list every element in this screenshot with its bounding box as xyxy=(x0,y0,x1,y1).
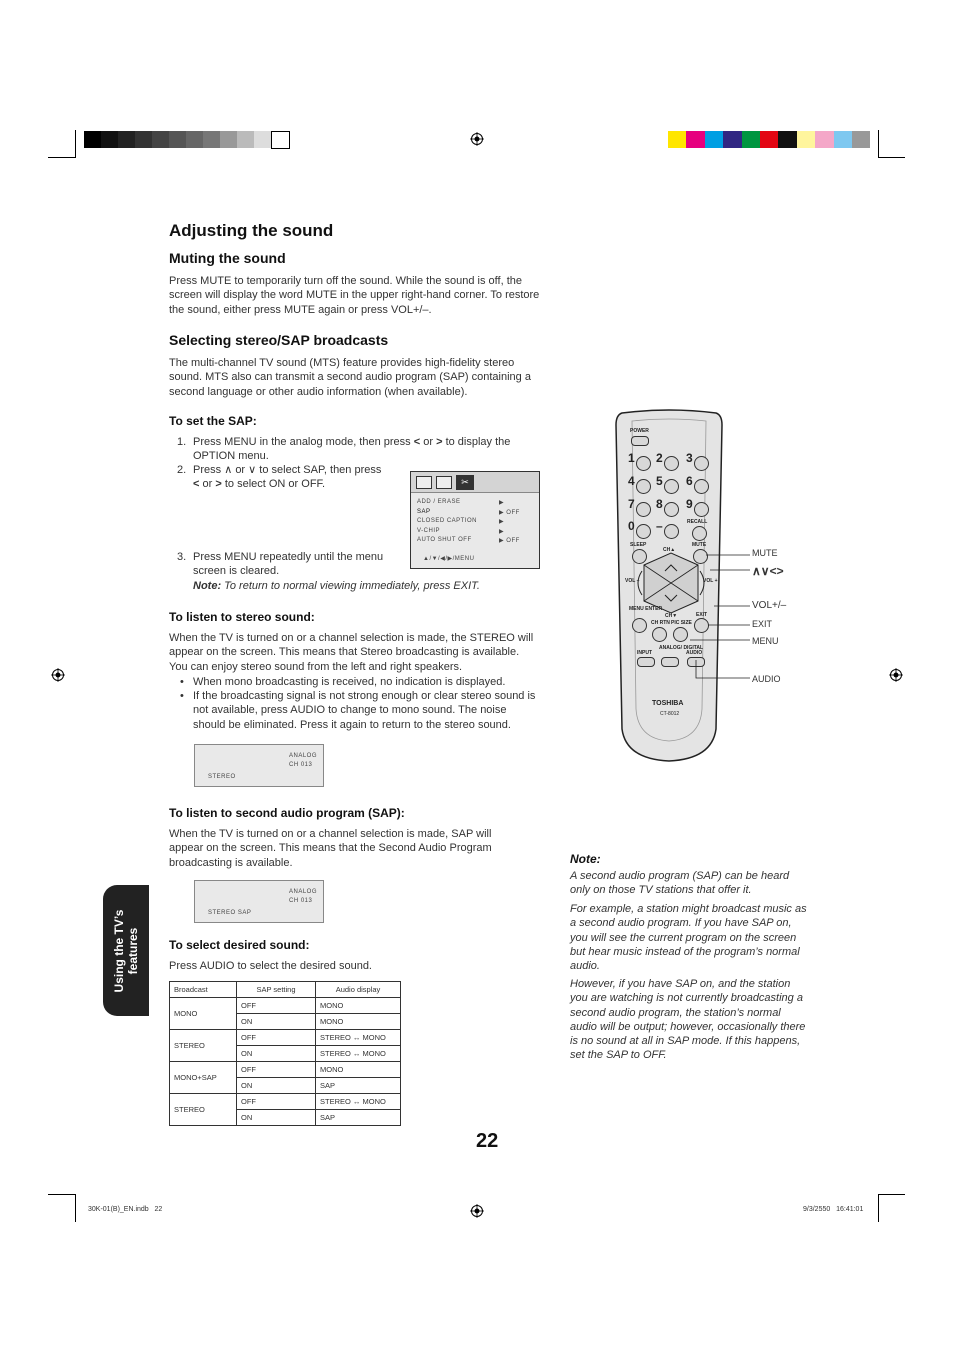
digit-button[interactable] xyxy=(636,479,651,494)
color-swatch xyxy=(742,131,760,148)
audio-display-cell: STEREO ↔ MONO xyxy=(316,1030,401,1046)
color-swatch xyxy=(760,131,778,148)
digit-button[interactable] xyxy=(636,502,651,517)
audio-display-cell: MONO xyxy=(316,998,401,1014)
recall-button[interactable] xyxy=(692,526,707,541)
note-paragraph: However, if you have SAP on, and the station you are watching is not currently broadcasting a second audio program, the station’s normal audio will be output; however, occasionally there is no sound at all in SAP mode. If this happens, set the SAP to OFF. xyxy=(570,978,806,1062)
broadcast-cell: STEREO xyxy=(170,1030,237,1062)
page-number: 22 xyxy=(476,1130,499,1152)
sleep-button[interactable] xyxy=(632,549,647,564)
column-header: SAP setting xyxy=(237,982,316,998)
chevron-down-icon: ∨ xyxy=(248,464,257,476)
menu-footer: ▲/▼/◀/▶/MENU xyxy=(423,556,475,562)
callout-arrows: ∧∨<> xyxy=(752,564,784,578)
color-swatch xyxy=(815,131,833,148)
menu-item-label: ADD / ERASE xyxy=(417,499,461,505)
step-number: 1. xyxy=(177,436,187,448)
table-row xyxy=(170,1030,401,1046)
menu-item-value: ▶ xyxy=(499,519,505,525)
digit-label: 9 xyxy=(686,497,693,511)
ch-rtn-button[interactable] xyxy=(652,627,667,642)
table-row xyxy=(170,1062,401,1078)
menu-item-value: ▶ OFF xyxy=(499,509,520,516)
gray-swatch xyxy=(186,131,203,148)
audio-display-cell: STEREO ↔ MONO xyxy=(316,1046,401,1062)
step-text: to select SAP, then press xyxy=(259,464,382,476)
callout-exit: EXIT xyxy=(752,619,773,629)
step-text: OPTION menu. xyxy=(193,450,269,463)
chevron-right-icon: > xyxy=(215,478,222,491)
muting-title: Muting the sound xyxy=(169,250,286,266)
audio-display-cell: MONO xyxy=(316,1014,401,1030)
callout-menu: MENU xyxy=(752,636,779,646)
digit-button[interactable] xyxy=(664,524,679,539)
bullet-icon: • xyxy=(180,690,184,702)
exit-label: EXIT xyxy=(696,612,708,618)
osd-status: STEREO SAP xyxy=(208,910,252,916)
digit-label: 0 xyxy=(628,519,635,533)
ch-down-label: CH▼ xyxy=(665,613,678,619)
muting-body: Press MUTE to temporarily turn off the sound. While the sound is off, the screen will display the word MUTE in the upper right-hand corner. To restore the sound, either press MUTE again or press VOL+/–. xyxy=(169,275,540,316)
sound-settings-table xyxy=(169,981,401,1126)
gray-swatch xyxy=(118,131,135,148)
broadcast-cell: MONO xyxy=(170,998,237,1030)
audio-display-cell: SAP xyxy=(316,1078,401,1094)
step-3 xyxy=(193,550,538,593)
digit-label: – xyxy=(656,519,663,533)
digit-label: 2 xyxy=(656,451,663,465)
menu-icon-bar xyxy=(411,472,539,493)
registration-mark-icon xyxy=(51,668,65,682)
chevron-left-icon: < xyxy=(193,478,200,491)
gray-swatch xyxy=(220,131,237,148)
sap-listen-body: When the TV is turned on or a channel selection is made, SAP will appear on the screen. This means that the Second Audio Program broadcasting is available. xyxy=(169,828,492,869)
step-text: screen is cleared. xyxy=(193,565,280,578)
digit-button[interactable] xyxy=(664,502,679,517)
stereo-listen-body: When the TV is turned on or a channel selection is made, the STEREO will appear on the screen. This means that Stereo broadcasting is available. You can enjoy stereo sound from the left and right speakers. xyxy=(169,632,534,673)
callout-mute: MUTE xyxy=(752,548,778,558)
digit-label: 1 xyxy=(628,451,635,465)
menu-enter-label: MENU ENTER xyxy=(629,606,663,612)
gray-swatch xyxy=(169,131,186,148)
note-text: To return to normal viewing immediately, press EXIT. xyxy=(224,579,480,592)
callout-audio: AUDIO xyxy=(752,674,781,684)
chevron-left-icon: < xyxy=(413,436,421,448)
audio-display-cell: SAP xyxy=(316,1110,401,1126)
sap-setting-cell: OFF xyxy=(237,1094,316,1110)
step-text: to display the xyxy=(445,436,511,448)
section-side-tab xyxy=(103,885,149,1016)
color-swatch xyxy=(834,131,852,148)
step-text: to select ON or OFF. xyxy=(224,478,326,491)
model-label: CT-8012 xyxy=(660,711,680,717)
audio-label: AUDIO xyxy=(686,650,703,656)
vol-minus-label: VOL – xyxy=(625,578,640,584)
osd-channel: CH 013 xyxy=(289,898,313,904)
input-button[interactable] xyxy=(637,657,655,667)
table-row xyxy=(170,998,401,1014)
broadcast-cell: STEREO xyxy=(170,1094,237,1126)
table-row xyxy=(170,1094,401,1110)
digit-button[interactable] xyxy=(664,479,679,494)
audio-display-cell: MONO xyxy=(316,1062,401,1078)
analog-digital-label: ANALOG/ DIGITAL xyxy=(659,645,704,651)
digit-label: 8 xyxy=(656,497,663,511)
sap-setting-cell: OFF xyxy=(237,998,316,1014)
menu-item-label: CLOSED CAPTION xyxy=(417,518,478,524)
color-swatch xyxy=(668,131,686,148)
analog-digital-button[interactable] xyxy=(661,657,679,667)
color-swatch xyxy=(723,131,741,148)
note-heading: Note: xyxy=(570,852,601,866)
digit-label: 6 xyxy=(686,474,693,488)
color-swatch xyxy=(797,131,815,148)
color-swatch xyxy=(686,131,704,148)
stereo-osd-screen xyxy=(194,744,324,787)
menu-enter-button[interactable] xyxy=(632,618,647,633)
step-text: Press MENU in the analog mode, then press xyxy=(193,436,411,448)
registration-mark-icon xyxy=(889,668,903,682)
step-text: or xyxy=(202,478,213,491)
power-button[interactable] xyxy=(631,436,649,446)
sap-setting-cell: ON xyxy=(237,1078,316,1094)
note-paragraph: A second audio program (SAP) can be heard only on those TV stations that offer it. xyxy=(570,870,790,897)
step-text: Press xyxy=(193,464,222,476)
brand-logo: TOSHIBA xyxy=(652,700,684,707)
ch-up-label: CH▲ xyxy=(663,547,676,553)
note-label: Note: xyxy=(193,579,222,592)
gray-swatch xyxy=(84,131,101,148)
digit-button[interactable] xyxy=(636,456,651,471)
vol-plus-label: VOL + xyxy=(703,578,718,584)
step-text: or xyxy=(423,436,434,448)
bullet-icon: • xyxy=(180,676,184,688)
digit-button[interactable] xyxy=(664,456,679,471)
color-swatch xyxy=(852,131,870,148)
footer-filename: 30K-01(B)_EN.indb 22 xyxy=(88,1206,163,1213)
ch-rtn-label: CH RTN xyxy=(651,620,670,626)
gray-swatch xyxy=(271,131,290,149)
sap-setting-cell: OFF xyxy=(237,1030,316,1046)
digit-label: 3 xyxy=(686,451,693,465)
select-sound-title: To select desired sound: xyxy=(169,938,310,952)
digit-button[interactable] xyxy=(694,502,709,517)
menu-item-value: ▶ xyxy=(499,528,505,535)
step-text: Press MENU repeatedly until the menu xyxy=(193,551,384,563)
callout-vol: VOL+/– xyxy=(752,600,787,611)
sap-setting-cell: ON xyxy=(237,1046,316,1062)
digit-button[interactable] xyxy=(694,456,709,471)
digit-label: 7 xyxy=(628,497,635,511)
recall-label: RECALL xyxy=(687,519,708,525)
note-paragraph: For example, a station might broadcast music as a second audio program. If you have SAP on, you will see the current program on the screen but hear music instead of the program’s normal audio. xyxy=(570,903,807,973)
osd-mode: ANALOG xyxy=(289,753,318,759)
sap-setting-cell: ON xyxy=(237,1014,316,1030)
color-swatch xyxy=(778,131,796,148)
digit-label: 5 xyxy=(656,474,663,488)
registration-mark-icon xyxy=(470,1204,484,1218)
input-label: INPUT xyxy=(637,650,652,656)
audio-display-cell: STEREO ↔ MONO xyxy=(316,1094,401,1110)
menu-item-label: AUTO SHUT OFF xyxy=(417,537,472,543)
column-header: Broadcast xyxy=(170,982,237,998)
bullet-item: If the broadcasting signal is not strong enough or clear stereo sound is not available, press AUDIO to change to mono sound. The noise should be eliminated. Press it again to return to the stereo sound. xyxy=(193,690,536,731)
column-header: Audio display xyxy=(316,982,401,998)
stereo-sap-title: Selecting stereo/SAP broadcasts xyxy=(169,332,389,348)
footer-timestamp: 9/3/2550 16:41:01 xyxy=(803,1206,864,1213)
gray-swatch xyxy=(152,131,169,148)
picture-menu-icon xyxy=(416,476,432,489)
digit-button[interactable] xyxy=(694,479,709,494)
step-1 xyxy=(193,435,538,464)
step-number: 3. xyxy=(177,551,187,563)
step-2 xyxy=(193,463,403,492)
sleep-label: SLEEP xyxy=(630,542,647,548)
osd-status: STEREO xyxy=(208,774,236,780)
step-number: 2. xyxy=(177,464,187,476)
chevron-up-icon: ∧ xyxy=(224,464,233,476)
step-text: or xyxy=(235,464,246,476)
digit-label: 4 xyxy=(628,474,635,488)
gray-swatch xyxy=(254,131,271,148)
gray-swatch xyxy=(101,131,118,148)
bullet-item: When mono broadcasting is received, no indication is displayed. xyxy=(193,676,506,688)
select-sound-body: Press AUDIO to select the desired sound. xyxy=(169,960,372,972)
set-sap-title: To set the SAP: xyxy=(169,414,257,428)
setup-menu-icon xyxy=(436,476,452,489)
digit-button[interactable] xyxy=(636,524,651,539)
menu-item-label: V-CHIP xyxy=(417,527,441,534)
callout-lines xyxy=(690,550,752,686)
sap-setting-cell: ON xyxy=(237,1110,316,1126)
menu-item-value: ▶ OFF xyxy=(499,538,520,544)
gray-swatch xyxy=(135,131,152,148)
stereo-sap-body: The multi-channel TV sound (MTS) feature provides high-fidelity stereo sound. MTS also can transmit a second audio program (SAP) containing a second language or other audio information (when available). xyxy=(169,357,531,398)
menu-item-label: SAP xyxy=(417,508,431,515)
side-tab-label: Using the TV’s features xyxy=(112,909,140,992)
chevron-right-icon: > xyxy=(436,436,443,448)
pic-size-label: PIC SIZE xyxy=(671,620,692,626)
osd-mode: ANALOG xyxy=(289,889,318,895)
mute-label: MUTE xyxy=(692,542,707,548)
stereo-listen-title: To listen to stereo sound: xyxy=(169,610,315,624)
power-label: POWER xyxy=(630,428,649,434)
registration-mark-icon xyxy=(470,132,484,146)
page-title: Adjusting the sound xyxy=(169,221,334,240)
table-header-row xyxy=(170,982,401,998)
broadcast-cell: MONO+SAP xyxy=(170,1062,237,1094)
gray-swatch xyxy=(203,131,220,148)
menu-item-value: ▶ xyxy=(499,500,505,506)
gray-swatch xyxy=(237,131,254,148)
sap-osd-screen xyxy=(194,880,324,923)
color-swatch xyxy=(705,131,723,148)
sap-setting-cell: OFF xyxy=(237,1062,316,1078)
pic-size-button[interactable] xyxy=(673,627,688,642)
osd-channel: CH 013 xyxy=(289,762,313,768)
sap-listen-title: To listen to second audio program (SAP): xyxy=(169,806,405,820)
option-menu-icon: ✂ xyxy=(456,475,474,490)
